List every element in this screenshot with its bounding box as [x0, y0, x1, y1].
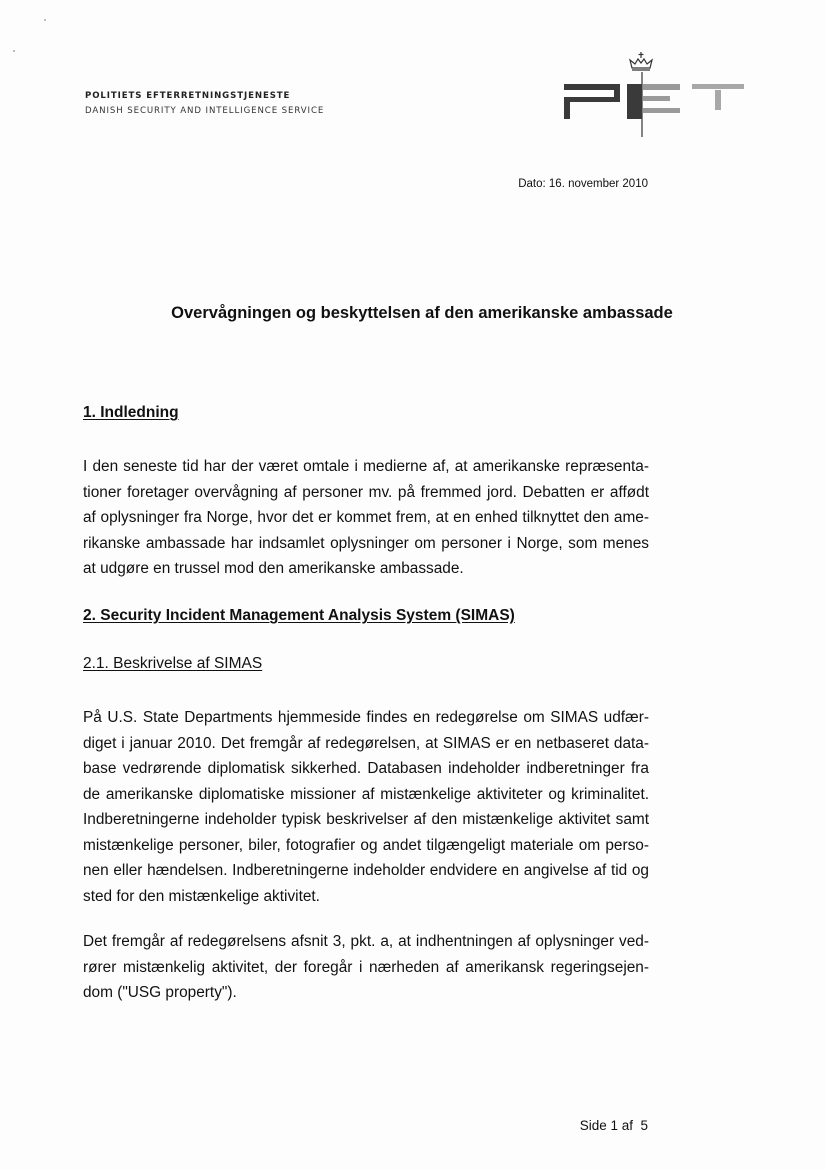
paragraph-indledning [83, 454, 649, 582]
text-line: de amerikanske diplomatiske missioner af mistænkelige aktiviteter og kriminalitet. [83, 785, 649, 803]
paragraph-simas-description [83, 705, 649, 909]
text-line: I den seneste tid har der været omtale i medierne af, at amerikanske repræsenta- [83, 458, 649, 475]
section-heading-indledning: 1. Indledning [83, 404, 179, 421]
organization-header [85, 89, 324, 119]
text-line: sted for den mistænkelige aktivitet. [83, 887, 320, 905]
text-line: mistænkelige personer, biler, fotografier og andet tilgængeligt materiale om perso- [83, 836, 649, 854]
text-line: dom ("USG property"). [83, 984, 237, 1001]
section-heading-simas: 2. Security Incident Management Analysis System (SIMAS) [83, 607, 515, 624]
text-line: På U.S. State Departments hjemmeside findes en redegørelse om SIMAS udfær- [83, 709, 649, 726]
crown-icon [630, 52, 652, 70]
text-line: tioner foretager overvågning af personer mv. på fremmed jord. Debatten er affødt [83, 483, 649, 501]
document-date: Dato: 16. november 2010 [518, 178, 648, 190]
text-line: base vedrørende diplomatisk sikkerhed. Databasen indeholder indberetninger fra [83, 760, 649, 777]
text-line: af oplysninger fra Norge, hvor det er kommet frem, at en enhed tilknyttet den ame- [83, 509, 649, 526]
document-title-text: Overvågningen og beskyttelsen af den amerikanske ambassade [171, 304, 673, 322]
text-line: Indberetningerne indeholder typisk beskrivelser af den mistænkelige aktivitet samt [83, 811, 649, 828]
pet-logo [560, 50, 750, 145]
page-number: Side 1 af 5 [579, 1118, 648, 1133]
scan-speck [44, 19, 46, 21]
text-line: nen eller hændelsen. Indberetningerne indeholder endvidere en angivelse af tid og [83, 862, 649, 879]
document-title [0, 304, 826, 323]
subsection-heading-beskrivelse: 2.1. Beskrivelse af SIMAS [83, 655, 263, 672]
scan-speck [13, 50, 15, 52]
text-line: at udgøre en trussel mod den amerikanske ambassade. [83, 560, 464, 577]
paragraph-simas-afsnit3 [83, 929, 649, 1006]
text-line: diget i januar 2010. Det fremgår af redegørelsen, at SIMAS er en netbaseret data- [83, 734, 649, 752]
text-line: Det fremgår af redegørelsens afsnit 3, pkt. a, at indhentningen af oplysninger ved- [83, 933, 649, 950]
pet-crown-logo-icon [560, 50, 750, 145]
org-name-danish: POLITIETS EFTERRETNINGSTJENESTE [85, 91, 291, 101]
org-name-english: DANISH SECURITY AND INTELLIGENCE SERVICE [85, 106, 325, 116]
text-line: rører mistænkelig aktivitet, der foregår i nærheden af amerikansk regeringsejen- [83, 958, 649, 976]
text-line: rikanske ambassade har indsamlet oplysninger om personer i Norge, som menes [83, 534, 649, 552]
